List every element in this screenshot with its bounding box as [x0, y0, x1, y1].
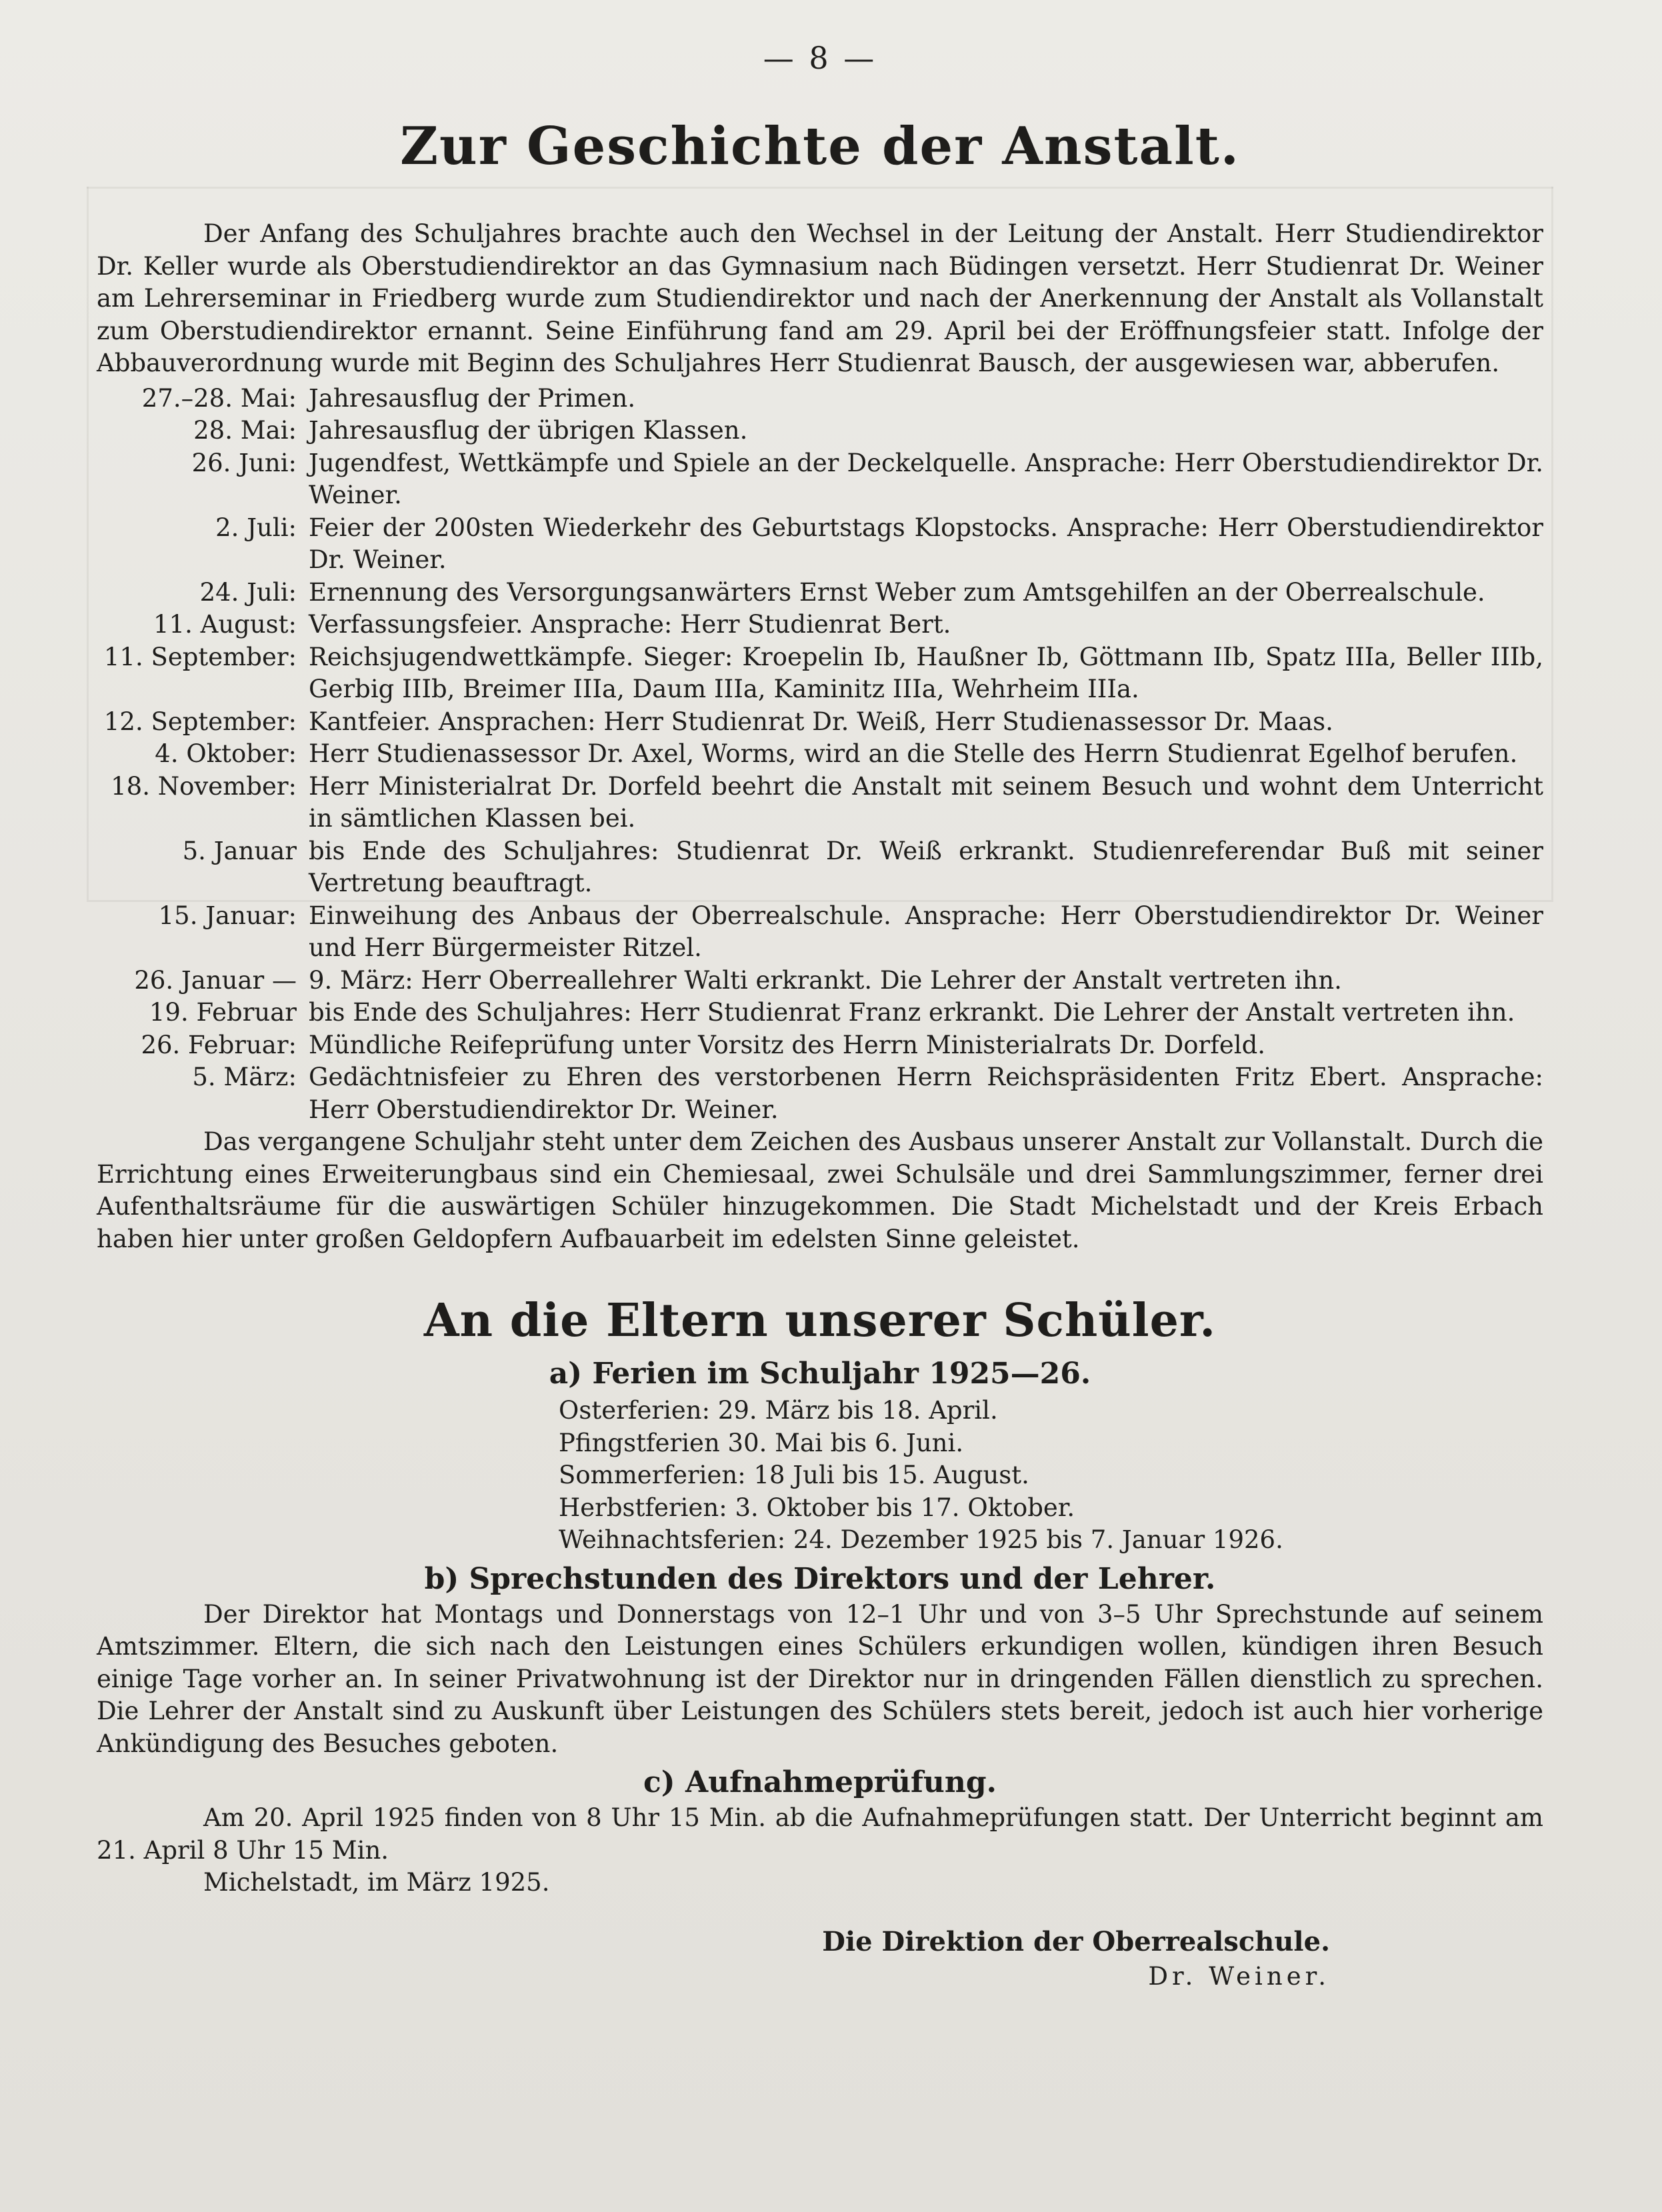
show-through-line: [87, 187, 89, 900]
event-text: 9. März: Herr Oberreallehrer Walti erkrankt. Die Lehrer der Anstalt vertreten ihn.: [309, 965, 1342, 995]
event-text: Gedächtnisfeier zu Ehren des verstorbenen Herrn Reichspräsidenten Fritz Ebert. Ansprache: Herr Oberstudiendirektor Dr. Weiner.: [309, 1063, 1543, 1124]
event-item: [97, 1061, 1543, 1126]
event-date: 4. Oktober:: [155, 739, 297, 768]
event-text: Herr Studienassessor Dr. Axel, Worms, wird an die Stelle des Herrn Studienrat Egelhof berufen.: [309, 739, 1518, 768]
event-text: Kantfeier. Ansprachen: Herr Studienrat Dr. Weiß, Herr Studienassessor Dr. Maas.: [309, 707, 1333, 736]
event-date: 11. September:: [103, 642, 297, 671]
event-item: [97, 609, 1543, 641]
event-text: Herr Ministerialrat Dr. Dorfeld beehrt die Anstalt mit seinem Besuch und wohnt dem Unterricht in sämtlichen Klassen bei.: [309, 771, 1543, 833]
parents-title: An die Eltern unserer Schüler.: [423, 1294, 1217, 1347]
page-number: — 8 —: [763, 40, 877, 76]
event-item: [97, 965, 1543, 997]
event-item: [97, 738, 1543, 771]
exam-heading: c) Aufnahmeprüfung.: [643, 1765, 997, 1799]
signature-name: Dr. Weiner.: [1148, 1961, 1330, 1991]
place-date: Michelstadt, im März 1925.: [203, 1868, 550, 1897]
holiday-item: Sommerferien: 18 Juli bis 15. August.: [559, 1461, 1029, 1489]
event-text: Jahresausflug der Primen.: [309, 383, 636, 413]
event-date: 26. Februar:: [141, 1030, 297, 1059]
event-list: [97, 383, 1543, 1127]
event-text: Feier der 200sten Wiederkehr des Geburtstags Klopstocks. Ansprache: Herr Oberstudiendirektor Dr. Weiner.: [309, 513, 1543, 574]
event-date: 5. Januar: [182, 836, 297, 865]
event-date: 18. November:: [111, 771, 297, 801]
event-text: Reichsjugendwettkämpfe. Sieger: Kroepelin Ib, Haußner Ib, Göttmann IIb, Spatz IIIa, Beller IIIb, Gerbig IIIb, Breimer IIIa, Daum IIIa, Kaminitz IIIa, Wehrheim IIIa.: [309, 642, 1543, 703]
event-text: Jugendfest, Wettkämpfe und Spiele an der Deckelquelle. Ansprache: Herr Oberstudiendirektor Dr. Weiner.: [309, 448, 1543, 509]
holiday-list: [559, 1395, 1543, 1557]
event-date: 12. September:: [103, 707, 297, 736]
signature-block: [97, 1923, 1543, 1993]
event-date: 26. Januar —: [134, 965, 297, 995]
holidays-heading: a) Ferien im Schuljahr 1925—26.: [549, 1357, 1091, 1391]
exam-text: Am 20. April 1925 finden von 8 Uhr 15 Min. ab die Aufnahmeprüfungen statt. Der Unterricht beginnt am 21. April 8 Uhr 15 Min.: [97, 1803, 1543, 1865]
event-item: [97, 512, 1543, 577]
event-date: 27.–28. Mai:: [141, 383, 297, 413]
event-item: [97, 900, 1543, 965]
holiday-item: Osterferien: 29. März bis 18. April.: [559, 1396, 998, 1425]
event-text: bis Ende des Schuljahres: Herr Studienrat Franz erkrankt. Die Lehrer der Anstalt vertreten ihn.: [309, 998, 1515, 1027]
event-date: 19. Februar: [149, 998, 297, 1027]
event-item: [97, 447, 1543, 512]
event-item: [97, 835, 1543, 900]
holiday-item: Pfingstferien 30. Mai bis 6. Juni.: [559, 1428, 964, 1457]
event-date: 26. Juni:: [191, 448, 297, 477]
event-item: [97, 997, 1543, 1029]
signature-org: Die Direktion der Oberrealschule.: [822, 1925, 1330, 1957]
office-hours-heading: b) Sprechstunden des Direktors und der Lehrer.: [424, 1561, 1216, 1596]
event-date: 11. August:: [153, 610, 297, 639]
history-title: Zur Geschichte der Anstalt.: [400, 116, 1240, 177]
event-text: Ernennung des Versorgungsanwärters Ernst Weber zum Amtsgehilfen an der Oberrealschule.: [309, 577, 1485, 607]
office-hours-text: Der Direktor hat Montags und Donnerstags von 12–1 Uhr und von 3–5 Uhr Sprechstunde auf seinem Amtszimmer. Eltern, die sich nach den Leistungen eines Schülers erkundigen wollen, kündigen ihren Besuch einige Tage vorher an. In seiner Privatwohnung ist der Direktor nur in dringenden Fällen dienstlich zu sprechen. Die Lehrer der Anstalt sind zu Auskunft über Leistungen des Schülers stets bereit, jedoch ist auch hier vorherige Ankündigung des Besuches geboten.: [97, 1599, 1543, 1758]
event-date: 5. März:: [192, 1063, 297, 1091]
event-date: 24. Juli:: [199, 577, 297, 607]
event-text: bis Ende des Schuljahres: Studienrat Dr. Weiß erkrankt. Studienreferendar Buß mit seiner Vertretung beauftragt.: [309, 836, 1543, 897]
holiday-item: Weihnachtsferien: 24. Dezember 1925 bis 7. Januar 1926.: [559, 1525, 1283, 1554]
event-text: Verfassungsfeier. Ansprache: Herr Studienrat Bert.: [309, 610, 951, 639]
event-item: [97, 1029, 1543, 1062]
event-item: [97, 383, 1543, 415]
event-date: 28. Mai:: [193, 416, 297, 445]
show-through-line: [1551, 187, 1553, 900]
event-text: Mündliche Reifeprüfung unter Vorsitz des Herrn Ministerialrats Dr. Dorfeld.: [309, 1030, 1266, 1059]
event-date: 2. Juli:: [215, 513, 297, 542]
event-date: 15. Januar:: [158, 901, 297, 930]
holiday-item: Herbstferien: 3. Oktober bis 17. Oktober.: [559, 1493, 1075, 1522]
history-closing: Das vergangene Schuljahr steht unter dem Zeichen des Ausbaus unserer Anstalt zur Vollanstalt. Durch die Errichtung eines Erweiterungbaus sind ein Chemiesaal, zwei Schulsäle und drei Sammlungszimmer, ferner drei Aufenthaltsräume für die auswärtigen Schüler hinzugekommen. Die Stadt Michelstadt und der Kreis Erbach haben hier unter großen Geldopfern Aufbauarbeit im edelsten Sinne geleistet.: [97, 1127, 1543, 1253]
event-item: [97, 577, 1543, 609]
event-item: [97, 771, 1543, 835]
event-text: Einweihung des Anbaus der Oberrealschule. Ansprache: Herr Oberstudiendirektor Dr. Weiner und Herr Bürgermeister Ritzel.: [309, 901, 1543, 962]
event-item: [97, 415, 1543, 447]
event-item: [97, 706, 1543, 739]
page-content: [97, 40, 1543, 1993]
history-intro: Der Anfang des Schuljahres brachte auch den Wechsel in der Leitung der Anstalt. Herr Studiendirektor Dr. Keller wurde als Oberstudiendirektor an das Gymnasium nach Büdingen versetzt. Herr Studienrat Dr. Weiner am Lehrerseminar in Friedberg wurde zum Studiendirektor und nach der Anerkennung der Anstalt als Vollanstalt zum Oberstudiendirektor ernannt. Seine Einführung fand am 29. April bei der Eröffnungsfeier statt. Infolge der Abbauverordnung wurde mit Beginn des Schuljahres Herr Studienrat Bausch, der ausgewiesen war, abberufen.: [97, 219, 1543, 377]
event-text: Jahresausflug der übrigen Klassen.: [309, 416, 748, 445]
event-item: [97, 641, 1543, 706]
